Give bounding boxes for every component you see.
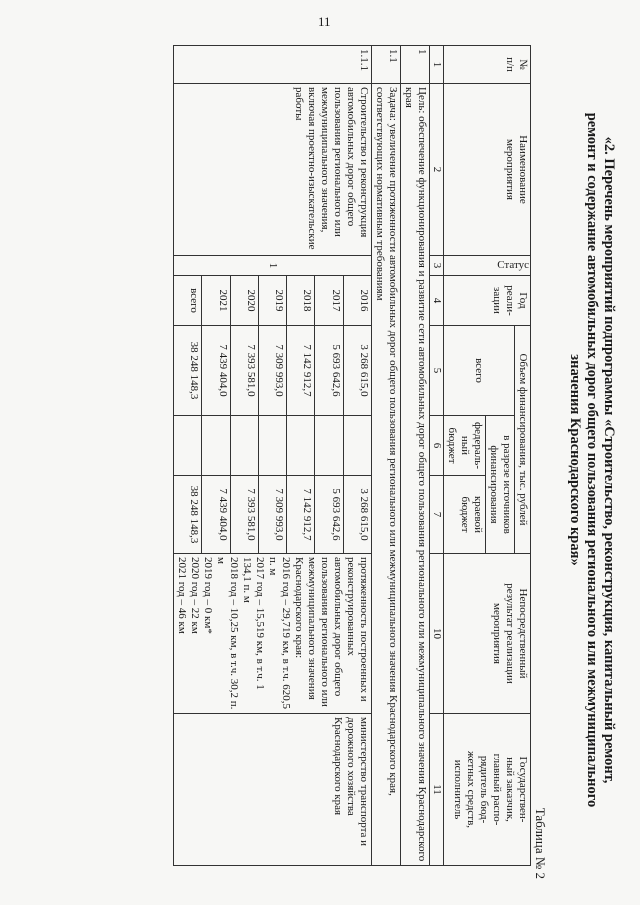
total-cell: 5 693 642,6 xyxy=(315,326,343,416)
header-status xyxy=(444,256,531,276)
regional-cell: 38 248 148,3 xyxy=(174,476,202,554)
col-number: 10 xyxy=(430,554,444,714)
year-cell: 2016 xyxy=(343,276,371,326)
header-by-source: в разрезе источников финансирования xyxy=(486,416,515,554)
header-regional: краевой бюджет xyxy=(444,476,486,554)
task-text: Задача: увеличение протяженности автомобильных дорог общего пользования регионального или межмуниципального значения Краснодарского края, соответствующих нормативным требованиям xyxy=(372,84,401,866)
regional-cell: 7 393 581,0 xyxy=(230,476,258,554)
federal-cell xyxy=(315,416,343,476)
regional-cell: 3 268 615,0 xyxy=(343,476,371,554)
year-row xyxy=(343,46,371,866)
item-result: протяженность построенных и реконструированных автомобильных дорог общего пользования регионального или межмуниципального значения Краснодарского края: 2016 год – 29,719 км, в т.ч. 620,5 п. м 2017 год – 15,519 км, в т.ч. 1 134,1 п. м 2018 год – 10,25 км, в т.ч. 30,2 п. м 2019 год – 0 км* 2020 год – 22 км 2021 год – 46 км xyxy=(174,554,372,714)
col-number: 6 xyxy=(430,416,444,476)
federal-cell xyxy=(343,416,371,476)
item-name: Строительство и реконструкция автомобильных дорог общего пользования регионального или межмуниципального значения, включая проектно-изыскательские работы xyxy=(174,84,372,256)
col-number: 4 xyxy=(430,276,444,326)
total-cell: 38 248 148,3 xyxy=(174,326,202,416)
regional-cell: 7 142 912,7 xyxy=(287,476,315,554)
year-cell: 2017 xyxy=(315,276,343,326)
task-num: 1.1 xyxy=(372,46,401,84)
goal-num: 1 xyxy=(401,46,430,84)
col-number: 5 xyxy=(430,326,444,416)
header-federal: федераль- ный бюджет xyxy=(444,416,486,476)
federal-cell xyxy=(258,416,286,476)
col-number: 11 xyxy=(430,714,444,866)
header-customer: Государствен- ный заказчик, главный распо- рядитель бюд- жетных средств, исполнитель xyxy=(444,714,531,866)
col-number: 1 xyxy=(430,46,444,84)
col-number: 3 xyxy=(430,256,444,276)
total-cell: 7 439 404,0 xyxy=(202,326,230,416)
item-status: 1 xyxy=(174,256,372,276)
measures-table xyxy=(173,45,531,866)
regional-cell: 7 439 404,0 xyxy=(202,476,230,554)
year-cell: 2020 xyxy=(230,276,258,326)
header-num: № п/п xyxy=(444,46,531,84)
col-number: 7 xyxy=(430,476,444,554)
goal-text: Цель: обеспечение функционирования и развитие сети автомобильных дорог общего пользования регионального или межмуниципального значения Краснодарского края xyxy=(401,84,430,866)
rotated-page xyxy=(21,35,621,885)
total-cell: 7 309 993,0 xyxy=(258,326,286,416)
page-number: 11 xyxy=(318,14,331,29)
federal-cell xyxy=(174,416,202,476)
year-cell: 2018 xyxy=(287,276,315,326)
federal-cell xyxy=(230,416,258,476)
header-name: Наименование мероприятия xyxy=(444,84,531,256)
header-total: всего xyxy=(444,326,515,416)
regional-cell: 7 309 993,0 xyxy=(258,476,286,554)
document-title xyxy=(566,35,617,885)
task-row xyxy=(372,46,401,866)
total-cell: 7 142 912,7 xyxy=(287,326,315,416)
year-cell: всего xyxy=(174,276,202,326)
federal-cell xyxy=(202,416,230,476)
item-num: 1.1.1 xyxy=(174,46,372,84)
total-cell: 7 393 581,0 xyxy=(230,326,258,416)
col-number: 2 xyxy=(430,84,444,256)
title-line: ремонт и содержание автомобильных дорог общего пользования регионального или межмуниципального xyxy=(584,112,600,808)
header-funding: Объем финансирования, тыс. рублей xyxy=(515,326,531,554)
total-cell: 3 268 615,0 xyxy=(343,326,371,416)
title-line: «2. Перечень мероприятий подпрограммы «Строительство, реконструкция, капитальный ремонт, xyxy=(601,136,617,784)
item-customer: министерство транспорта и дорожного хозяйства Краснодарского края xyxy=(174,714,372,866)
year-cell: 2021 xyxy=(202,276,230,326)
title-line: значения Краснодарского края» xyxy=(567,354,583,566)
year-cell: 2019 xyxy=(258,276,286,326)
federal-cell xyxy=(287,416,315,476)
header-row xyxy=(515,46,531,866)
header-result: Непосредственный результат реализации мероприятия xyxy=(444,554,531,714)
table-label: Таблица № 2 xyxy=(533,807,548,879)
header-status-text: Статус xyxy=(497,259,529,271)
header-year: Год реали- зации xyxy=(444,276,531,326)
column-number-row xyxy=(430,46,444,866)
goal-row xyxy=(401,46,430,866)
regional-cell: 5 693 642,6 xyxy=(315,476,343,554)
